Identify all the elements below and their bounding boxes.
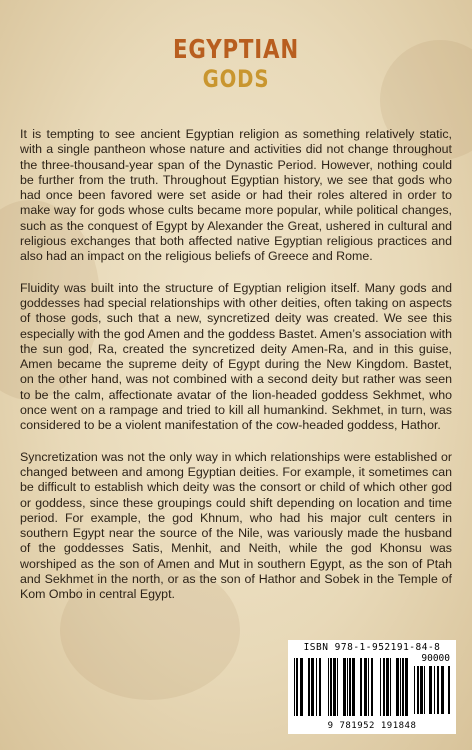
blurb-paragraph-1: It is tempting to see ancient Egyptian religion as something relatively static, with a single pantheon whose nature and activities did not change throughout the three-thousand-year span of the Dynastic Period. However, nothing could be further from the truth. Throughout Egyptian history, we see that gods who had once been favored were set aside or had their roles altered in order to make way for gods whose cults became more popular, while political changes, such as the conquest of Egypt by Alexander the Great, ushered in cultural and religious exchanges that both affected native Egyptian religious practices and also had an impact on the religious beliefs of Greece and Rome. [20, 127, 452, 264]
barcode-box [288, 640, 456, 734]
barcode-digits: 9 781952 191848 [327, 721, 417, 731]
price-code: 90000 [421, 653, 450, 664]
blurb-paragraph-2: Fluidity was built into the structure of Egyptian religion itself. Many gods and goddesses had special relationships with other deities, often taking on aspects of those gods, such that a new, syncretized deity was created. We see this especially with the god Amen and the goddess Bastet. Amen’s association with the sun god, Ra, created the syncretized deity Amen-Ra, and in this guise, Amen became the supreme deity of Egypt during the New Kingdom. Bastet, on the other hand, was not combined with a second deity but rather was seen to be the calm, affectionate avatar of the lion-headed goddess Sekhmet, who once went on a rampage and tried to kill all humankind. Sekhmet, in turn, was considered to be a violent manifestation of the cow-headed goddess, Hathor. [20, 280, 452, 433]
isbn-label: ISBN 978-1-952191-84-8 [303, 642, 441, 653]
blurb [20, 127, 452, 619]
blurb-paragraph-3: Syncretization was not the only way in which relationships were established or changed between and among Egyptian deities. For example, it sometimes can be difficult to establish which deity was the consort or child of which other god or goddess, since these groupings could shift depending on location and time period. For example, the god Khnum, who had his major cult centers in southern Egypt near the source of the Nile, was variously made the husband of the goddesses Satis, Menhit, and Neith, while the god Khonsu was worshiped as the son of Amen and Mut in southern Egypt, as the son of Ptah and Sekhmet in the north, or as the son of Hathor and Sobek in the Temple of Kom Ombo in central Egypt. [20, 449, 452, 602]
price-barcode-bars [414, 666, 450, 714]
barcode-bars [294, 658, 412, 716]
title-line-2: GODS [202, 65, 270, 93]
title-line-1: EGYPTIAN [172, 35, 300, 65]
